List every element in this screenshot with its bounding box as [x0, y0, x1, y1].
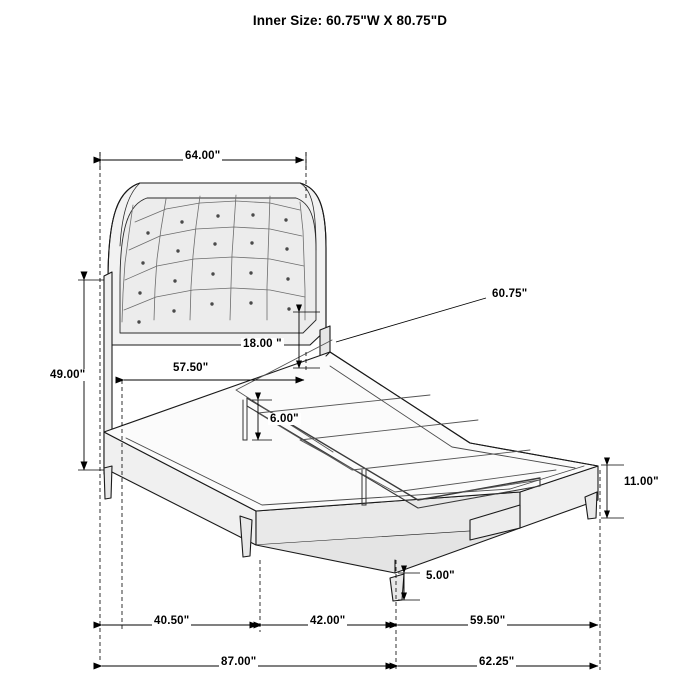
dimension-label-side-depth-rear: 59.50" — [470, 615, 506, 627]
dimension-label-headboard-panel-height: 18.00 " — [243, 338, 282, 350]
bed-frame — [104, 340, 598, 573]
dimension-label-overall-width: 62.25" — [479, 656, 515, 668]
dimension-label-leader-headboard-width: 60.75" — [492, 288, 528, 300]
dimension-label-slat-clearance: 6.00" — [270, 413, 299, 425]
headboard — [108, 183, 326, 345]
dimension-label-leg-height: 5.00" — [426, 570, 455, 582]
dimension-label-side-depth-mid: 42.00" — [310, 615, 346, 627]
dimension-label-overall-height: 49.00" — [50, 369, 86, 381]
dimension-label-overall-depth: 87.00" — [221, 656, 257, 668]
page-title: Inner Size: 60.75"W X 80.75"D — [252, 13, 448, 28]
dimension-label-side-depth-front: 40.50" — [154, 615, 190, 627]
dimension-label-headboard-inner-width: 57.50" — [173, 362, 209, 374]
dimension-label-headboard-width: 64.00" — [185, 150, 221, 162]
bed-illustration — [104, 183, 598, 601]
dimension-label-rail-height: 11.00" — [624, 476, 659, 488]
